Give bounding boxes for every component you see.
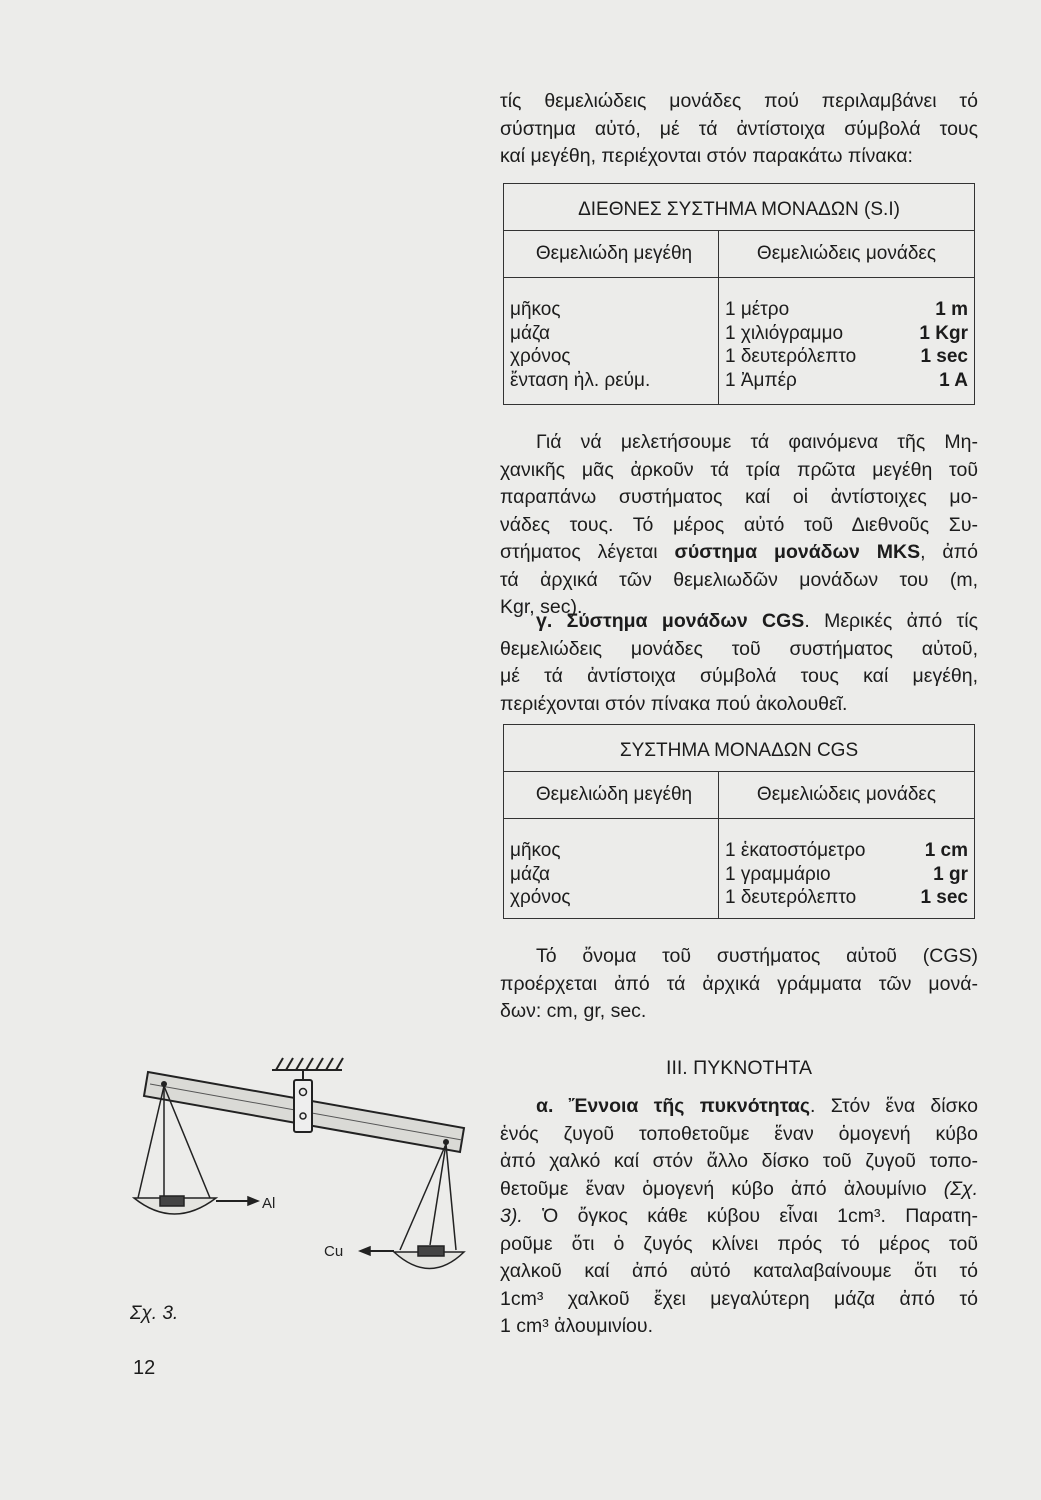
si-units-table [503,183,975,405]
si-unit: 1 μέτρο [725,299,790,320]
intro-paragraph [500,88,978,171]
si-quantity: μάζα [510,322,551,344]
cgs-name-paragraph [500,943,978,1026]
pivot-hanger [294,1080,312,1132]
si-quantity: χρόνος [510,346,571,367]
page-number: 12 [133,1357,156,1379]
cgs-table-title: ΣΥΣΤΗΜΑ ΜΟΝΑΔΩΝ CGS [504,725,974,772]
si-symbol: 1 sec [920,346,968,367]
mks-line: παραπάνω συστήματος καί οἱ ἀντίστοιχες μο- [500,486,978,508]
figure-reference: 3). [500,1205,523,1227]
cgs-line [500,608,978,636]
mks-text: , ἀπό [920,541,979,563]
cgs-line: μέ τά ἀντίστοιχα σύμβολά τους καί μεγέθη, [500,665,978,687]
cgs-symbol: 1 gr [933,863,968,885]
cgs-unit: 1 γραμμάριο [725,863,831,885]
balance-scale-figure [120,1040,480,1300]
ceiling-mount [272,1058,343,1082]
cgs-col1-header: Θεμελιώδη μεγέθη [504,772,719,818]
cgs-col2-header: Θεμελιώδεις μονάδες [756,784,937,805]
cgs-table-header [504,772,974,819]
si-col2-header: Θεμελιώδεις μονάδες [756,243,937,264]
cgs-table-body [504,819,974,918]
mks-line: χανικῆς μᾶς ἀρκοῦν τά τρία πρῶτα μεγέθη τοῦ [500,458,978,481]
cgs-unit-row [725,839,968,863]
mks-line: Kgr, sec). [500,596,583,618]
mks-line [500,539,978,567]
density-line [500,1176,978,1204]
intro-line: καί μεγέθη, περιέχονται στόν παρακάτω πίνακα: [500,145,913,167]
si-unit-row [725,298,968,322]
cgs-paragraph [500,608,978,718]
si-quantity: μῆκος [510,299,561,320]
cgs-symbol: 1 sec [920,887,968,908]
density-text: Ὁ ὄγκος κάθε κύβου εἶναι 1cm³. Παρατη- [522,1205,978,1227]
density-line: ροῦμε ὅτι ὁ ζυγός κλίνει πρός τό μέρος τοῦ [500,1232,978,1255]
figure-caption: Σχ. 3. [130,1303,179,1324]
figure-reference: (Σχ. [943,1177,978,1200]
density-line [500,1203,978,1231]
intro-line: σύστημα αὐτό, μέ τά ἀντίστοιχα σύμβολά τους [500,117,978,140]
density-heading: α. Ἔννοια τῆς πυκνότητας [536,1095,811,1117]
label-cu: Cu [324,1243,344,1260]
cgs-unit: 1 δευτερόλεπτο [725,887,857,908]
density-line: ἑνός ζυγοῦ τοποθετοῦμε ἕναν ὁμογενή κύβο [500,1122,978,1145]
cgs-unit-row [725,863,968,887]
cgs-name-line: δων: cm, gr, sec. [500,1000,647,1022]
density-line: 1 cm³ ἀλουμινίου. [500,1315,653,1337]
intro-line: τίς θεμελιώδεις μονάδες πού περιλαμβάνει τό [500,90,978,112]
section-heading: III. ΠΥΚΝΟΤΗΤΑ [666,1057,812,1079]
cgs-line: θεμελιώδεις μονάδες τοῦ συστήματος αὐτοῦ, [500,637,978,660]
cgs-units-table [503,724,975,919]
cgs-quantity: χρόνος [510,887,571,908]
cgs-quantity: μάζα [510,863,551,885]
density-text: . Στόν ἕνα δίσκο [810,1095,978,1117]
si-unit: 1 Ἀμπέρ [725,369,797,391]
copper-pan [360,1144,464,1269]
si-unit: 1 δευτερόλεπτο [725,346,857,367]
si-symbol: 1 A [939,369,968,391]
cgs-line: περιέχονται στόν πίνακα πού ἀκολουθεῖ. [500,692,848,715]
si-unit-row [725,322,968,346]
si-unit-row [725,345,968,369]
si-table-title: ΔΙΕΘΝΕΣ ΣΥΣΤΗΜΑ ΜΟΝΑΔΩΝ (S.I) [504,184,974,231]
si-unit-row [725,369,968,393]
cgs-symbol: 1 cm [924,840,968,861]
mks-paragraph [500,429,978,622]
si-col1-header: Θεμελιώδη μεγέθη [504,231,719,277]
cgs-unit: 1 ἑκατοστόμετρο [725,840,866,861]
density-line: ἀπό χαλκό καί στόν ἄλλο δίσκο τοῦ ζυγοῦ τοπο- [500,1150,978,1172]
mks-text: στήματος λέγεται [500,541,675,563]
cgs-name-line: προέρχεται ἀπό τά ἀρχικά γράμματα τῶν μονά- [500,972,978,995]
density-line: 1cm³ χαλκοῦ ἔχει μεγαλύτερη μάζα ἀπό τό [500,1287,978,1310]
label-al: Al [262,1195,276,1212]
density-line [500,1093,978,1121]
mks-line: νάδες τους. Τό μέρος αὐτό τοῦ Διεθνοῦς Συ- [500,513,978,536]
cgs-quantity: μῆκος [510,840,561,861]
mks-term: σύστημα μονάδων MKS [674,541,921,563]
si-symbol: 1 Kgr [919,322,968,344]
mks-line: τά ἀρχικά τῶν θεμελιωδῶν μονάδων του (m, [500,568,978,591]
cgs-heading: γ. Σύστημα μονάδων CGS [536,610,805,632]
density-line: χαλκοῦ καί ἀπό αὐτό καταλαβαίνουμε ὅτι τό [500,1260,978,1282]
density-text: θετοῦμε ἕναν ὁμογενή κύβο ἀπό ἀλουμίνιο [500,1177,944,1200]
cgs-name-line: Τό ὄνομα τοῦ συστήματος αὐτοῦ (CGS) [536,945,978,967]
cgs-unit-row [725,886,968,910]
si-table-body [504,278,974,404]
si-quantity: ἔνταση ἠλ. ρεύμ. [510,369,651,391]
mks-line: Γιά νά μελετήσουμε τά φαινόμενα τῆς Μη- [536,431,978,453]
si-symbol: 1 m [935,299,968,320]
density-paragraph [500,1093,978,1341]
si-table-header [504,231,974,278]
cgs-text: . Μερικές ἀπό τίς [804,610,978,632]
si-unit: 1 χιλιόγραμμο [725,322,844,344]
